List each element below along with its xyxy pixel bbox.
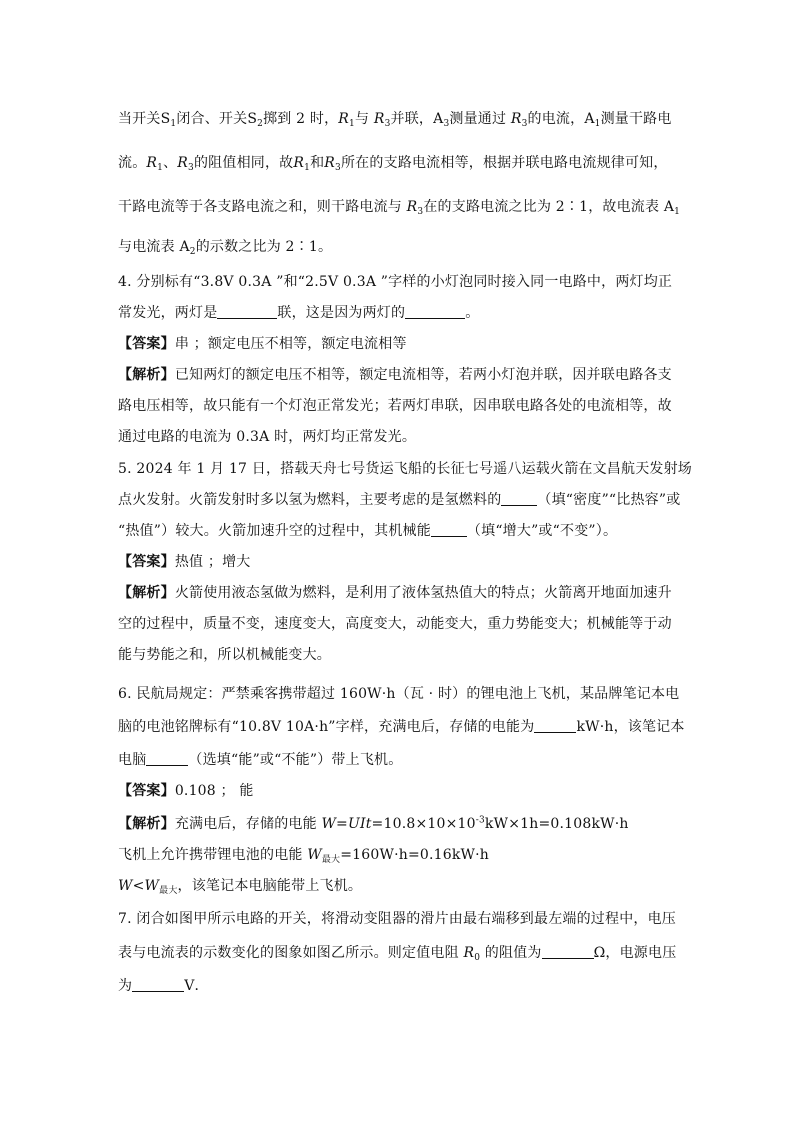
formula: W=UIt	[321, 816, 372, 832]
text-run: =160W·h=0.16kW·h	[340, 847, 490, 863]
question-6-line	[118, 749, 402, 769]
question-7: 7. 闭合如图甲所示电路的开关，将滑动变阻器的滑片由最右端移到最左端的过程中，电压	[118, 911, 677, 927]
subscript: 3	[521, 119, 528, 129]
question-6: 6. 民航局规定：严禁乘客携带超过 160W·h（瓦 · 时）的锂电池上飞机，某品牌笔记本电	[118, 686, 680, 702]
text-run: ，该笔记本电脑能带上飞机。	[177, 878, 363, 894]
text-run: 的电流，A	[527, 111, 595, 127]
answer-blank	[542, 946, 594, 959]
subscript: 最大	[159, 886, 178, 896]
answer-blank	[405, 306, 465, 319]
text-run: 为	[118, 978, 133, 994]
text-run: Ω，电源电压	[593, 945, 677, 961]
answer-text: 热值 ；增大	[174, 554, 251, 570]
text-line	[118, 152, 668, 173]
question-5-line	[118, 489, 680, 509]
answer-text: 串 ；额定电压不相等，额定电流相等	[174, 336, 407, 352]
question-5: 5. 2024 年 1 月 17 日，搭载天舟七号货运飞船的长征七号遥八运载火箭在文昌航天发射场	[118, 461, 693, 477]
subscript: 1	[674, 207, 681, 217]
answer-blank	[217, 306, 277, 319]
explanation-line: 路电压相等，故只能有一个灯泡正常发光；若两灯串联，因串联电路各处的电流相等，故	[118, 398, 672, 414]
text-run: 充满电后，存储的电能	[174, 816, 322, 832]
explanation-line: 空的过程中，质量不变，速度变大，高度变大，动能变大，重力势能变大；机械能等于动	[118, 616, 672, 632]
text-run: 点火发射。火箭发射时多以氢为燃料，主要考虑的是氢燃料的	[118, 492, 502, 508]
text-run: 的示数之比为 2∶1。	[195, 239, 333, 255]
text-run: 当开关S	[118, 111, 171, 127]
answer-line	[118, 551, 250, 571]
answer-line	[118, 333, 407, 353]
subscript: 1	[594, 119, 601, 129]
text-run: “热值”）较大。火箭加速升空的过程中，其机械能	[118, 523, 431, 539]
subscript: 3	[443, 119, 450, 129]
subscript: 0	[474, 953, 481, 963]
explanation-text: 已知两灯的额定电压不相等，额定电流相等，若两小灯泡并联，因并联电路各支	[174, 367, 672, 383]
answer-line	[118, 780, 254, 800]
answer-text: 0.108 ； 能	[174, 783, 254, 799]
text-run: 闭合、开关S	[176, 111, 258, 127]
subscript: 1	[304, 163, 311, 173]
variable: W	[307, 847, 322, 863]
text-line	[118, 196, 680, 217]
text-run: 、	[163, 155, 178, 171]
text-run: 。	[465, 305, 480, 321]
subscript: 1	[157, 163, 164, 173]
subscript: 3	[417, 207, 424, 217]
explanation-line	[118, 875, 362, 896]
explanation-tag: 【解析】	[118, 367, 175, 383]
explanation-line	[118, 364, 672, 384]
answer-tag: 【答案】	[118, 336, 175, 352]
variable: R	[177, 155, 189, 171]
text-run: 和	[310, 155, 325, 171]
text-run: 与	[354, 111, 374, 127]
question-7-line	[118, 942, 676, 963]
text-run: 表与电流表的示数变化的图象如图乙所示。则定值电阻	[118, 945, 464, 961]
text-run: 并联，A	[390, 111, 444, 127]
question-5-line	[118, 520, 617, 540]
answer-blank	[501, 493, 537, 506]
text-run: <	[132, 878, 145, 894]
answer-tag: 【答案】	[118, 783, 175, 799]
question-4-line	[118, 302, 479, 322]
variable: R	[463, 945, 475, 961]
explanation-line: 通过电路的电流为 0.3A 时，两灯均正常发光。	[118, 429, 417, 445]
variable: R	[324, 155, 336, 171]
text-run: =10.8×10×10	[371, 816, 476, 832]
subscript: 最大	[321, 855, 341, 865]
question-4: 4. 分别标有“3.8V 0.3A ”和“2.5V 0.3A ”字样的小灯泡同时接入同一电路中，两灯均正	[118, 274, 673, 290]
question-6-line	[118, 716, 685, 736]
subscript: 1	[349, 119, 355, 129]
text-run: 的阻值相同，故	[193, 155, 294, 171]
text-run: 常发光，两灯是	[118, 305, 218, 321]
variable: R	[146, 155, 158, 171]
text-run: （填“密度”“比热容”或	[537, 492, 681, 508]
text-run: 测量干路电	[600, 111, 672, 127]
variable: R	[510, 111, 522, 127]
text-run: 在的支路电流之比为 2∶1，故电流表 A	[423, 199, 675, 215]
text-run: kW×1h=0.108kW·h	[484, 816, 629, 832]
explanation-line	[118, 582, 672, 602]
explanation-tag: 【解析】	[118, 585, 175, 601]
text-run: 的阻值为	[480, 945, 542, 961]
subscript: 2	[189, 247, 196, 257]
text-run: V．	[184, 978, 209, 994]
text-run: 联，这是因为两灯的	[277, 305, 406, 321]
explanation-line	[118, 844, 489, 865]
text-line	[118, 236, 332, 257]
explanation-line	[118, 813, 629, 833]
text-run: kW·h，该笔记本	[576, 719, 685, 735]
variable: R	[338, 111, 350, 127]
answer-blank	[146, 753, 188, 766]
subscript: 2	[257, 119, 264, 129]
answer-blank	[534, 720, 576, 733]
text-run: 与电流表 A	[118, 239, 190, 255]
variable: R	[373, 111, 385, 127]
explanation-tag: 【解析】	[118, 816, 175, 832]
text-run: 测量通过	[449, 111, 511, 127]
superscript: -3	[475, 815, 485, 826]
answer-tag: 【答案】	[118, 554, 175, 570]
subscript: 1	[170, 119, 177, 129]
explanation-line: 能与势能之和，所以机械能变大。	[118, 647, 331, 663]
text-run: 脑的电池铭牌标有“10.8V 10A·h”字样，充满电后，存储的电能为	[118, 719, 535, 735]
question-7-line	[118, 975, 209, 995]
text-run: （填“增大”或“不变”）。	[466, 523, 618, 539]
text-line	[118, 108, 672, 129]
text-run: （选填“能”或“不能”）带上飞机。	[188, 752, 403, 768]
text-run: 电脑	[118, 752, 147, 768]
subscript: 3	[188, 163, 194, 173]
text-run: 干路电流等于各支路电流之和，则干路电流与	[118, 199, 407, 215]
variable: W	[118, 878, 133, 894]
answer-blank	[431, 524, 467, 537]
explanation-text: 火箭使用液态氢做为燃料，是利用了液体氢热值大的特点；火箭离开地面加速升	[174, 585, 672, 601]
variable: R	[293, 155, 305, 171]
text-run: 掷到 2 时，	[263, 111, 339, 127]
variable: R	[406, 199, 418, 215]
answer-blank	[132, 979, 184, 992]
text-run: 流。	[118, 155, 147, 171]
variable: W	[144, 878, 160, 894]
text-run: 所在的支路电流相等，根据并联电路电流规律可知，	[340, 155, 668, 171]
subscript: 3	[384, 119, 391, 129]
subscript: 3	[335, 163, 341, 173]
text-run: 飞机上允许携带锂电池的电能	[118, 847, 308, 863]
